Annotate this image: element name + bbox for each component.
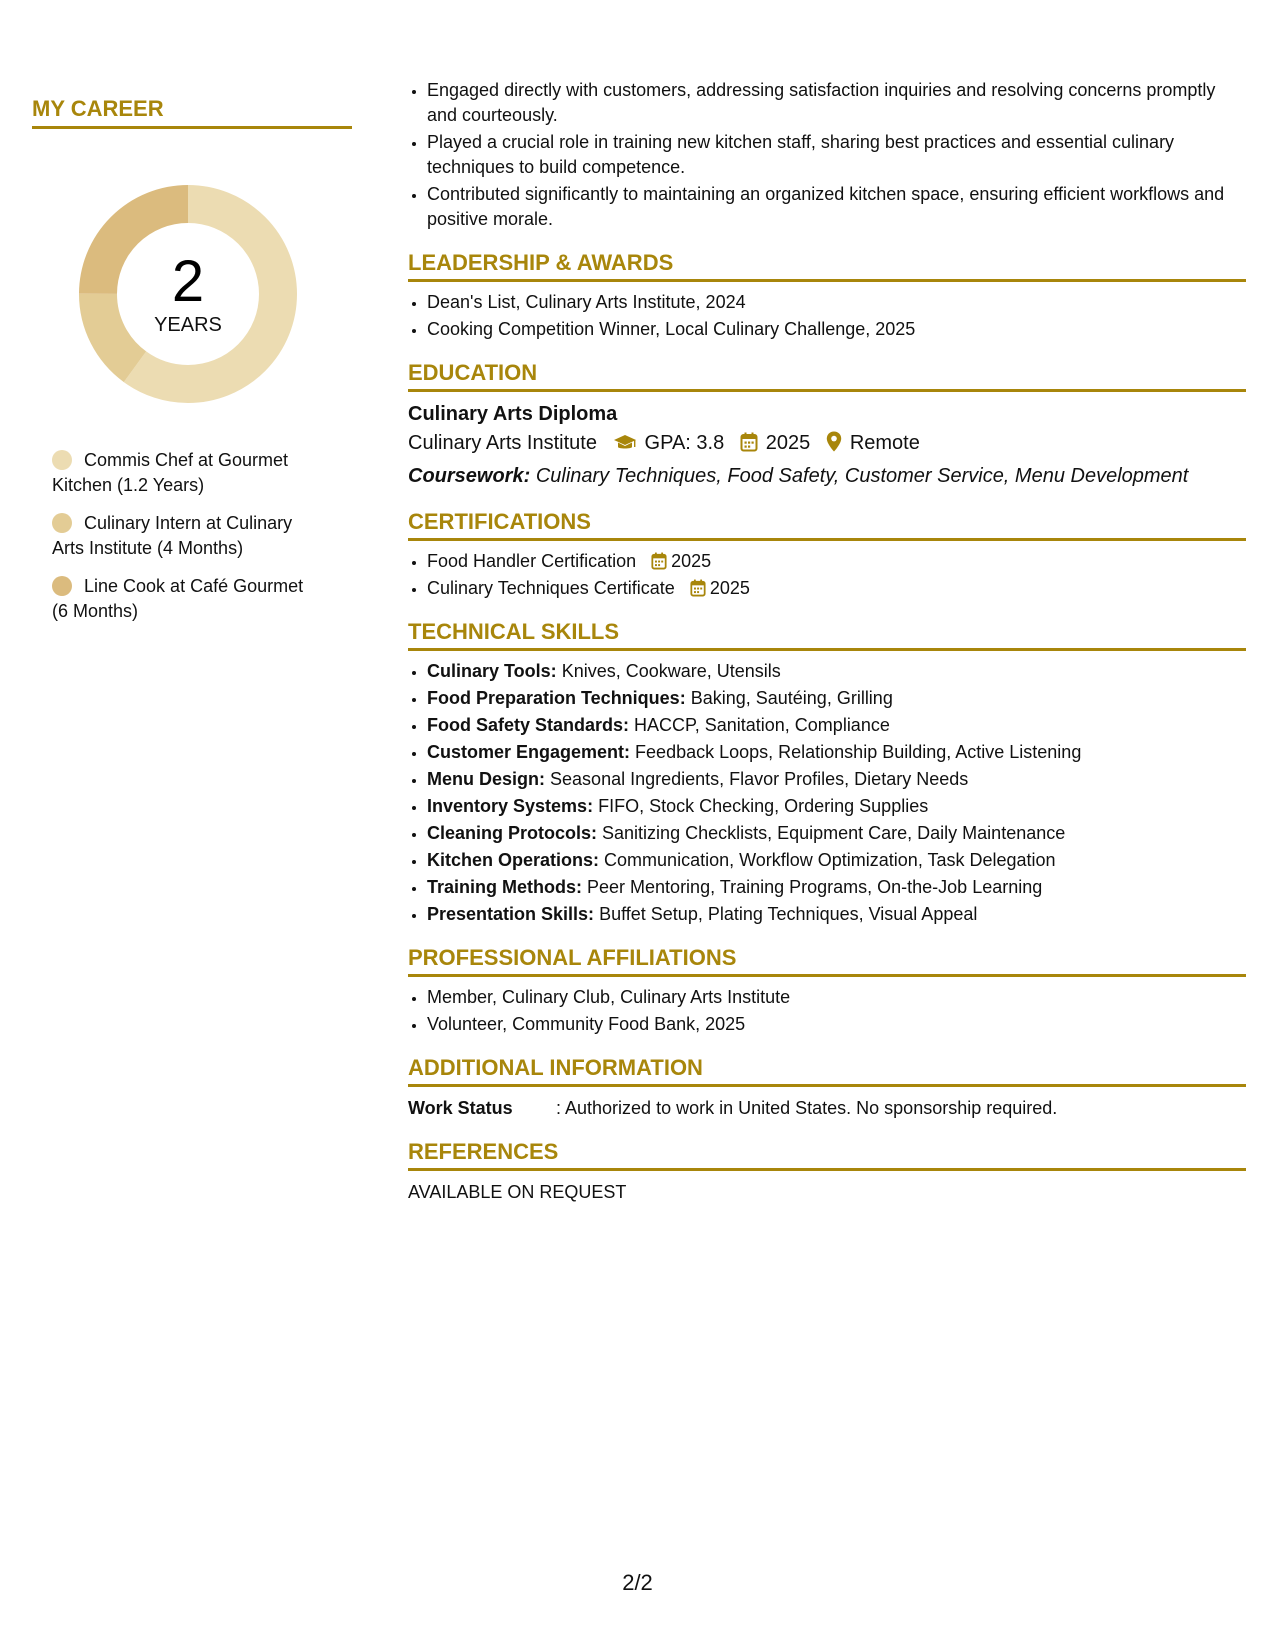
skill-value: Communication, Workflow Optimization, Task Delegation (604, 850, 1056, 870)
education-location: Remote (849, 432, 920, 454)
career-sidebar (32, 96, 352, 637)
legend-item (52, 574, 322, 624)
legend-label: Line Cook at Café Gourmet (6 Months) (52, 576, 304, 621)
certifications-list (408, 549, 1246, 601)
skill-value: Seasonal Ingredients, Flavor Profiles, Dietary Needs (550, 769, 969, 789)
legend-dot (52, 450, 72, 470)
education-details (408, 428, 1246, 461)
skill-value: Buffet Setup, Plating Techniques, Visual Appeal (599, 904, 978, 924)
experience-bullets (408, 78, 1246, 232)
cert-date (690, 576, 750, 601)
coursework-value: Culinary Techniques, Food Safety, Customer Service, Menu Development (535, 465, 1189, 487)
list-item (427, 713, 1246, 738)
legend-dot (52, 576, 72, 596)
list-item: • Cooking Competition Winner, Local Culinary Challenge, 2025 (427, 317, 1246, 342)
career-legend (52, 448, 322, 624)
legend-dot (52, 513, 72, 533)
donut-unit: YEARS (154, 313, 222, 336)
skill-label: Food Preparation Techniques: (427, 688, 686, 708)
cert-name: Food Handler Certification (427, 551, 637, 571)
work-status-label: Work Status (408, 1098, 513, 1118)
graduation-cap-icon (613, 431, 637, 461)
education-degree: Culinary Arts Diploma (408, 403, 618, 425)
cert-year: 2025 (709, 578, 750, 598)
list-item (427, 875, 1246, 900)
list-item (427, 821, 1246, 846)
career-donut-chart (68, 174, 308, 414)
skill-label: Menu Design: (427, 769, 546, 789)
list-item: • Engaged directly with customers, addressing satisfaction inquiries and resolving concerns promptly and courteously. (427, 78, 1246, 128)
education-year: 2025 (765, 432, 811, 454)
list-item: • Member, Culinary Club, Culinary Arts Institute (427, 985, 1246, 1010)
certifications-heading: CERTIFICATIONS (408, 509, 1246, 541)
coursework-label: Coursework: (408, 465, 531, 487)
location-pin-icon (826, 431, 842, 461)
skill-label: Customer Engagement: (427, 742, 631, 762)
career-heading: MY CAREER (32, 96, 352, 129)
leadership-list (408, 290, 1246, 342)
legend-label: Commis Chef at Gourmet Kitchen (1.2 Years) (52, 450, 289, 495)
list-item: • Dean's List, Culinary Arts Institute, 2024 (427, 290, 1246, 315)
list-item: • Played a crucial role in training new kitchen staff, sharing best practices and essential culinary techniques to build competence. (427, 130, 1246, 180)
donut-number: 2 (171, 248, 205, 314)
affiliations-list (408, 985, 1246, 1037)
references-text: AVAILABLE ON REQUEST (408, 1182, 627, 1202)
skill-value: Feedback Loops, Relationship Building, Active Listening (635, 742, 1082, 762)
skill-label: Kitchen Operations: (427, 850, 600, 870)
additional-info-heading: ADDITIONAL INFORMATION (408, 1055, 1246, 1087)
skill-label: Food Safety Standards: (427, 715, 630, 735)
list-item (427, 549, 1246, 574)
list-item: • Contributed significantly to maintaining an organized kitchen space, ensuring efficient workflows and positive morale. (427, 182, 1246, 232)
list-item: • Volunteer, Community Food Bank, 2025 (427, 1012, 1246, 1037)
list-item (427, 767, 1246, 792)
skill-label: Inventory Systems: (427, 796, 594, 816)
skill-value: Peer Mentoring, Training Programs, On-the-Job Learning (587, 877, 1043, 897)
skill-label: Cleaning Protocols: (427, 823, 598, 843)
list-item (427, 576, 1246, 601)
education-institution: Culinary Arts Institute (408, 432, 597, 454)
affiliations-heading: PROFESSIONAL AFFILIATIONS (408, 945, 1246, 977)
legend-item (52, 511, 322, 561)
references-heading: REFERENCES (408, 1139, 1246, 1171)
skill-value: Baking, Sautéing, Grilling (690, 688, 893, 708)
skill-value: HACCP, Sanitation, Compliance (634, 715, 890, 735)
calendar-icon (651, 552, 667, 570)
list-item (427, 686, 1246, 711)
cert-year: 2025 (671, 551, 712, 571)
list-item (427, 740, 1246, 765)
skill-value: FIFO, Stock Checking, Ordering Supplies (598, 796, 929, 816)
skills-heading: TECHNICAL SKILLS (408, 619, 1246, 651)
work-status-value: : Authorized to work in United States. No sponsorship required. (556, 1098, 1058, 1118)
list-item (427, 659, 1246, 684)
education-gpa: GPA: 3.8 (644, 432, 725, 454)
skills-list (408, 659, 1246, 927)
skill-value: Knives, Cookware, Utensils (561, 661, 781, 681)
leadership-heading: LEADERSHIP & AWARDS (408, 250, 1246, 282)
list-item (427, 848, 1246, 873)
list-item (427, 902, 1246, 927)
list-item (427, 794, 1246, 819)
cert-date (651, 549, 711, 574)
skill-label: Culinary Tools: (427, 661, 557, 681)
skill-label: Presentation Skills: (427, 904, 595, 924)
legend-item (52, 448, 322, 498)
education-heading: EDUCATION (408, 360, 1246, 392)
calendar-icon (690, 579, 706, 597)
cert-name: Culinary Techniques Certificate (427, 578, 675, 598)
skill-value: Sanitizing Checklists, Equipment Care, Daily Maintenance (602, 823, 1066, 843)
work-status-row (408, 1095, 1246, 1121)
page-number: 2/2 (622, 1570, 653, 1595)
skill-label: Training Methods: (427, 877, 582, 897)
calendar-icon (740, 431, 758, 461)
legend-label: Culinary Intern at Culinary Arts Institute (4 Months) (52, 513, 293, 558)
main-content (408, 78, 1246, 1205)
donut-center (68, 174, 308, 414)
education-coursework (408, 461, 1246, 491)
